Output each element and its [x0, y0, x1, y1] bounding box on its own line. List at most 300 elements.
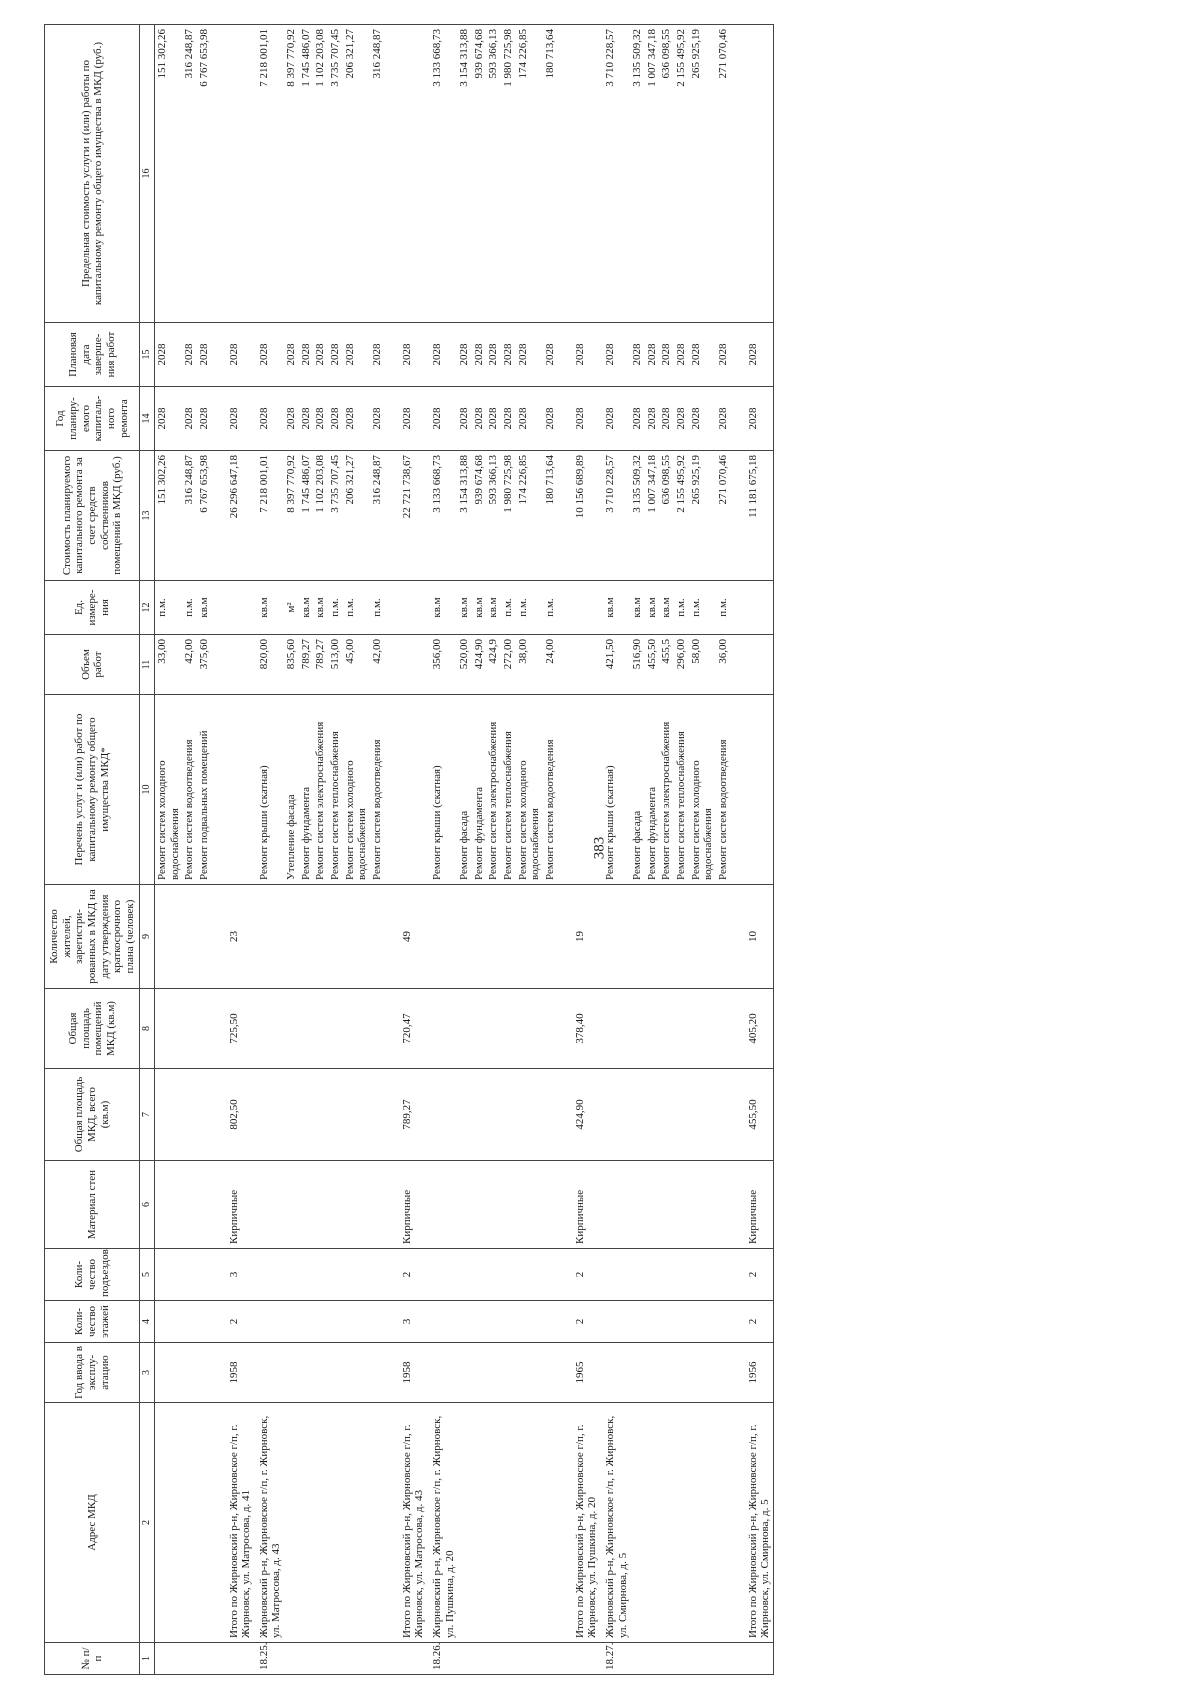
cell-col-5: [659, 1249, 674, 1301]
cell-col-7: [472, 1069, 487, 1161]
total-row: [731, 25, 774, 1675]
cell-col-2: [457, 1403, 472, 1643]
cell-col-5: [457, 1249, 472, 1301]
cell-col-12: [212, 581, 254, 635]
cell-col-10: Ремонт крыши (скатная): [254, 695, 284, 885]
cell-col-11: 58,00: [689, 635, 716, 695]
cell-col-1: [716, 1643, 731, 1675]
cell-col-4: [472, 1301, 487, 1343]
table-header-row: [45, 25, 140, 1675]
cell-col-13: 206 321,27: [343, 451, 370, 581]
cell-col-5: 3: [212, 1249, 254, 1301]
cell-col-10: [212, 695, 254, 885]
cell-col-2: [197, 1403, 212, 1643]
cell-col-11: 42,00: [182, 635, 197, 695]
cell-col-3: [182, 1343, 197, 1403]
cell-col-4: [543, 1301, 558, 1343]
cell-col-13: 6 767 653,98: [197, 451, 212, 581]
cell-col-8: [197, 989, 212, 1069]
column-number: 5: [140, 1249, 155, 1301]
cell-col-4: [501, 1301, 516, 1343]
cell-col-10: Ремонт систем теплоснабжения: [328, 695, 343, 885]
cell-col-6: [689, 1161, 716, 1249]
cell-col-3: [343, 1343, 370, 1403]
table-row: [154, 25, 182, 1675]
cell-col-3: [674, 1343, 689, 1403]
cell-col-13: 11 181 675,18: [731, 451, 774, 581]
cell-col-8: [543, 989, 558, 1069]
header-cell: Объем работ: [45, 635, 140, 695]
cell-col-9: [472, 885, 487, 989]
cell-col-10: Ремонт фундамента: [299, 695, 314, 885]
cell-col-6: [328, 1161, 343, 1249]
cell-col-10: Ремонт систем водоотведения: [716, 695, 731, 885]
cell-col-12: кв.м: [600, 581, 630, 635]
column-number: 11: [140, 635, 155, 695]
header-cell: Стоимость планируемого капитального ремонта за счет средств собственников помещений в МКД (руб.): [45, 451, 140, 581]
cell-col-8: [154, 989, 182, 1069]
cell-col-11: 33,00: [154, 635, 182, 695]
cell-col-4: [689, 1301, 716, 1343]
cell-col-15: 2028: [600, 323, 630, 387]
cell-col-8: 405,20: [731, 989, 774, 1069]
cell-col-15: 2028: [154, 323, 182, 387]
cell-col-15: 2028: [486, 323, 501, 387]
cell-col-7: [313, 1069, 328, 1161]
table-row: [516, 25, 543, 1675]
cell-col-4: [197, 1301, 212, 1343]
cell-col-10: Ремонт систем электроснабжения: [313, 695, 328, 885]
cell-col-14: 2028: [645, 387, 660, 451]
cell-col-13: 3 735 707,45: [328, 451, 343, 581]
cell-col-3: [313, 1343, 328, 1403]
cell-col-6: Кирпичные: [558, 1161, 600, 1249]
cell-col-3: 1958: [212, 1343, 254, 1403]
cell-col-12: кв.м: [659, 581, 674, 635]
cell-col-15: 2028: [731, 323, 774, 387]
cell-col-13: 3 154 313,88: [457, 451, 472, 581]
table-row: [328, 25, 343, 1675]
cell-col-15: 2028: [501, 323, 516, 387]
cell-col-14: 2028: [212, 387, 254, 451]
column-number: 15: [140, 323, 155, 387]
cell-col-16: 180 713,64: [543, 25, 558, 323]
cell-col-16: 3 735 707,45: [328, 25, 343, 323]
cell-col-9: 19: [558, 885, 600, 989]
cell-col-8: [501, 989, 516, 1069]
cell-col-4: [457, 1301, 472, 1343]
cell-col-13: 3 710 228,57: [600, 451, 630, 581]
cell-col-9: [630, 885, 645, 989]
header-cell: Коли-чество этажей: [45, 1301, 140, 1343]
cell-col-14: 2028: [328, 387, 343, 451]
cell-col-11: 520,00: [457, 635, 472, 695]
header-cell: Год ввода в эксплу-атацию: [45, 1343, 140, 1403]
cell-col-9: [645, 885, 660, 989]
cell-col-1: [457, 1643, 472, 1675]
table-row: [343, 25, 370, 1675]
cell-col-1: [343, 1643, 370, 1675]
cell-col-5: [313, 1249, 328, 1301]
cell-col-2: [154, 1403, 182, 1643]
cell-col-7: [254, 1069, 284, 1161]
cell-col-7: [645, 1069, 660, 1161]
cell-col-7: [674, 1069, 689, 1161]
column-number: 7: [140, 1069, 155, 1161]
header-cell: Плановая дата заверше-ния работ: [45, 323, 140, 387]
cell-col-1: [630, 1643, 645, 1675]
cell-col-11: 424,9: [486, 635, 501, 695]
cell-col-14: 2028: [254, 387, 284, 451]
cell-col-9: [501, 885, 516, 989]
cell-col-4: [659, 1301, 674, 1343]
cell-col-6: [716, 1161, 731, 1249]
cell-col-2: Итого по Жирновский р-н, Жирновское г/п, г. Жирновск, ул. Матросова, д. 43: [385, 1403, 427, 1643]
cell-col-1: [385, 1643, 427, 1675]
cell-col-6: [472, 1161, 487, 1249]
cell-col-15: 2028: [516, 323, 543, 387]
cell-col-13: 26 296 647,18: [212, 451, 254, 581]
cell-col-4: [716, 1301, 731, 1343]
cell-col-11: 36,00: [716, 635, 731, 695]
cell-col-7: [370, 1069, 385, 1161]
cell-col-6: [674, 1161, 689, 1249]
cell-col-3: [716, 1343, 731, 1403]
cell-col-7: [197, 1069, 212, 1161]
cell-col-4: [254, 1301, 284, 1343]
cell-col-15: 2028: [689, 323, 716, 387]
cell-col-8: 725,50: [212, 989, 254, 1069]
cell-col-5: [486, 1249, 501, 1301]
cell-col-12: кв.м: [313, 581, 328, 635]
cell-col-6: [427, 1161, 457, 1249]
cell-col-1: [284, 1643, 299, 1675]
cell-col-11: 424,90: [472, 635, 487, 695]
cell-col-13: 22 721 738,67: [385, 451, 427, 581]
cell-col-14: 2028: [313, 387, 328, 451]
cell-col-2: [328, 1403, 343, 1643]
cell-col-14: 2028: [343, 387, 370, 451]
cell-col-7: [600, 1069, 630, 1161]
cell-col-9: [516, 885, 543, 989]
cell-col-11: 272,00: [501, 635, 516, 695]
cell-col-12: п.м.: [370, 581, 385, 635]
table-row: [645, 25, 660, 1675]
cell-col-2: [716, 1403, 731, 1643]
cell-col-15: 2028: [457, 323, 472, 387]
column-number: 2: [140, 1403, 155, 1643]
cell-col-12: п.м.: [689, 581, 716, 635]
table-row: [689, 25, 716, 1675]
table-row: [284, 25, 299, 1675]
cell-col-10: [385, 695, 427, 885]
cell-col-6: [343, 1161, 370, 1249]
cell-col-13: 271 070,46: [716, 451, 731, 581]
cell-col-5: [197, 1249, 212, 1301]
cell-col-3: [154, 1343, 182, 1403]
cell-col-3: [472, 1343, 487, 1403]
cell-col-8: [284, 989, 299, 1069]
cell-col-3: [689, 1343, 716, 1403]
cell-col-16: 636 098,55: [659, 25, 674, 323]
cell-col-8: [630, 989, 645, 1069]
cell-col-9: [154, 885, 182, 989]
cell-col-8: [472, 989, 487, 1069]
cell-col-7: 802,50: [212, 1069, 254, 1161]
cell-col-13: 10 156 689,89: [558, 451, 600, 581]
cell-col-15: 2028: [313, 323, 328, 387]
cell-col-14: 2028: [716, 387, 731, 451]
cell-col-7: [689, 1069, 716, 1161]
cell-col-16: 7 218 001,01: [254, 25, 284, 323]
cell-col-6: [197, 1161, 212, 1249]
cell-col-10: Ремонт систем холодного водоснабжения: [343, 695, 370, 885]
cell-col-8: [486, 989, 501, 1069]
cell-col-12: п.м.: [501, 581, 516, 635]
cell-col-7: [501, 1069, 516, 1161]
cell-col-14: 2028: [385, 387, 427, 451]
cell-col-16: 316 248,87: [182, 25, 197, 323]
cell-col-16: 265 925,19: [689, 25, 716, 323]
header-cell: № п/п: [45, 1643, 140, 1675]
header-cell: Предельная стоимость услуги и (или) работы по капитальному ремонту общего имущества в МКД (руб.): [45, 25, 140, 323]
cell-col-15: 2028: [182, 323, 197, 387]
cell-col-9: [370, 885, 385, 989]
cell-col-16: 206 321,27: [343, 25, 370, 323]
cell-col-16: 1 745 486,07: [299, 25, 314, 323]
cell-col-2: [630, 1403, 645, 1643]
table-row: [472, 25, 487, 1675]
cell-col-3: [501, 1343, 516, 1403]
cell-col-11: 513,00: [328, 635, 343, 695]
cell-col-12: кв.м: [630, 581, 645, 635]
cell-col-7: [284, 1069, 299, 1161]
cell-col-15: 2028: [212, 323, 254, 387]
column-number: 16: [140, 25, 155, 323]
cell-col-1: 18.27.: [600, 1643, 630, 1675]
cell-col-5: [689, 1249, 716, 1301]
table-row: [427, 25, 457, 1675]
cell-col-10: Ремонт систем водоотведения: [370, 695, 385, 885]
cell-col-9: [182, 885, 197, 989]
cell-col-1: [659, 1643, 674, 1675]
cell-col-13: 174 226,85: [516, 451, 543, 581]
cell-col-11: [212, 635, 254, 695]
cell-col-9: [284, 885, 299, 989]
cell-col-10: Ремонт систем теплоснабжения: [501, 695, 516, 885]
cell-col-14: 2028: [427, 387, 457, 451]
cell-col-7: [630, 1069, 645, 1161]
cell-col-6: [284, 1161, 299, 1249]
cell-col-16: 3 710 228,57: [600, 25, 630, 323]
table-row: [197, 25, 212, 1675]
cell-col-14: 2028: [630, 387, 645, 451]
cell-col-14: 2028: [516, 387, 543, 451]
cell-col-15: 2028: [328, 323, 343, 387]
cell-col-13: 8 397 770,92: [284, 451, 299, 581]
cell-col-13: 316 248,87: [182, 451, 197, 581]
cell-col-1: [197, 1643, 212, 1675]
cell-col-8: [182, 989, 197, 1069]
cell-col-16: 271 070,46: [716, 25, 731, 323]
cell-col-15: 2028: [385, 323, 427, 387]
cell-col-2: [645, 1403, 660, 1643]
cell-col-13: 3 133 668,73: [427, 451, 457, 581]
cell-col-16: 151 302,26: [154, 25, 182, 323]
cell-col-11: [558, 635, 600, 695]
cell-col-14: 2028: [689, 387, 716, 451]
cell-col-5: 2: [558, 1249, 600, 1301]
column-number: 3: [140, 1343, 155, 1403]
cell-col-1: 18.26.: [427, 1643, 457, 1675]
cell-col-14: 2028: [472, 387, 487, 451]
cell-col-3: [328, 1343, 343, 1403]
cell-col-1: [472, 1643, 487, 1675]
cell-col-16: 6 767 653,98: [197, 25, 212, 323]
cell-col-1: [313, 1643, 328, 1675]
cell-col-15: 2028: [370, 323, 385, 387]
cell-col-11: [731, 635, 774, 695]
cell-col-10: Утепление фасада: [284, 695, 299, 885]
cell-col-1: [674, 1643, 689, 1675]
cell-col-7: [486, 1069, 501, 1161]
cell-col-15: 2028: [659, 323, 674, 387]
table-row: [182, 25, 197, 1675]
cell-col-14: 2028: [197, 387, 212, 451]
cell-col-16: 174 226,85: [516, 25, 543, 323]
cell-col-14: 2028: [486, 387, 501, 451]
cell-col-3: [197, 1343, 212, 1403]
cell-col-7: [457, 1069, 472, 1161]
cell-col-12: [385, 581, 427, 635]
cell-col-4: [630, 1301, 645, 1343]
cell-col-3: [659, 1343, 674, 1403]
cell-col-15: 2028: [343, 323, 370, 387]
cell-col-15: 2028: [197, 323, 212, 387]
table-body: [154, 25, 773, 1675]
cell-col-12: кв.м: [197, 581, 212, 635]
cell-col-3: 1958: [385, 1343, 427, 1403]
cell-col-6: [501, 1161, 516, 1249]
cell-col-12: п.м.: [674, 581, 689, 635]
cell-col-4: [154, 1301, 182, 1343]
cell-col-12: [731, 581, 774, 635]
cell-col-16: 3 135 509,32: [630, 25, 645, 323]
cell-col-9: 10: [731, 885, 774, 989]
cell-col-5: 2: [731, 1249, 774, 1301]
cell-col-9: [197, 885, 212, 989]
cell-col-4: 2: [212, 1301, 254, 1343]
header-cell: Перечень услуг и (или) работ по капитальному ремонту общего имущества МКД*: [45, 695, 140, 885]
table-row: [254, 25, 284, 1675]
cell-col-2: Жирновский р-н, Жирновское г/п, г. Жирновск, ул. Матросова, д. 43: [254, 1403, 284, 1643]
cell-col-10: [558, 695, 600, 885]
cell-col-12: кв.м: [472, 581, 487, 635]
cell-col-15: 2028: [558, 323, 600, 387]
cell-col-16: 8 397 770,92: [284, 25, 299, 323]
cell-col-4: [299, 1301, 314, 1343]
table-row: [600, 25, 630, 1675]
table-row: [543, 25, 558, 1675]
cell-col-7: 789,27: [385, 1069, 427, 1161]
cell-col-9: [299, 885, 314, 989]
cell-col-2: Жирновский р-н, Жирновское г/п, г. Жирновск, ул. Смирнова, д. 5: [600, 1403, 630, 1643]
cell-col-8: [343, 989, 370, 1069]
column-number: 4: [140, 1301, 155, 1343]
cell-col-6: [370, 1161, 385, 1249]
cell-col-4: [645, 1301, 660, 1343]
cell-col-16: 939 674,68: [472, 25, 487, 323]
cell-col-1: [689, 1643, 716, 1675]
cell-col-11: 38,00: [516, 635, 543, 695]
cell-col-1: [299, 1643, 314, 1675]
cell-col-5: [343, 1249, 370, 1301]
table-row: [674, 25, 689, 1675]
cell-col-14: 2028: [501, 387, 516, 451]
cell-col-8: 378,40: [558, 989, 600, 1069]
cell-col-16: 593 366,13: [486, 25, 501, 323]
cell-col-8: [645, 989, 660, 1069]
cell-col-14: 2028: [543, 387, 558, 451]
cell-col-6: [154, 1161, 182, 1249]
cell-col-16: 3 133 668,73: [427, 25, 457, 323]
cell-col-7: [343, 1069, 370, 1161]
cell-col-15: 2028: [630, 323, 645, 387]
cell-col-2: [472, 1403, 487, 1643]
cell-col-11: 375,60: [197, 635, 212, 695]
cell-col-10: Ремонт систем водоотведения: [543, 695, 558, 885]
cell-col-8: [674, 989, 689, 1069]
cell-col-15: 2028: [254, 323, 284, 387]
cell-col-12: кв.м: [427, 581, 457, 635]
header-cell: Адрес МКД: [45, 1403, 140, 1643]
cell-col-5: [370, 1249, 385, 1301]
cell-col-12: п.м.: [543, 581, 558, 635]
cell-col-7: [427, 1069, 457, 1161]
cell-col-12: п.м.: [154, 581, 182, 635]
cell-col-8: [328, 989, 343, 1069]
cell-col-5: [543, 1249, 558, 1301]
cell-col-5: [328, 1249, 343, 1301]
cell-col-13: 1 980 725,98: [501, 451, 516, 581]
cell-col-3: [645, 1343, 660, 1403]
cell-col-1: [154, 1643, 182, 1675]
cell-col-16: 1 102 203,08: [313, 25, 328, 323]
cell-col-12: п.м.: [516, 581, 543, 635]
column-number: 1: [140, 1643, 155, 1675]
cell-col-2: [299, 1403, 314, 1643]
cell-col-16: 1 007 347,18: [645, 25, 660, 323]
cell-col-9: [254, 885, 284, 989]
cell-col-14: 2028: [154, 387, 182, 451]
cell-col-2: Итого по Жирновский р-н, Жирновское г/п, г. Жирновск, ул. Смирнова, д. 5: [731, 1403, 774, 1643]
cell-col-13: 1 007 347,18: [645, 451, 660, 581]
cell-col-9: [716, 885, 731, 989]
cell-col-9: [486, 885, 501, 989]
cell-col-16: 2 155 495,92: [674, 25, 689, 323]
cell-col-11: 45,00: [343, 635, 370, 695]
cell-col-2: [501, 1403, 516, 1643]
cell-col-1: [543, 1643, 558, 1675]
cell-col-5: [501, 1249, 516, 1301]
cell-col-15: 2028: [674, 323, 689, 387]
cell-col-4: 3: [385, 1301, 427, 1343]
cell-col-5: [299, 1249, 314, 1301]
cell-col-7: [543, 1069, 558, 1161]
cell-col-1: [645, 1643, 660, 1675]
cell-col-10: Ремонт подвальных помещений: [197, 695, 212, 885]
cell-col-1: [731, 1643, 774, 1675]
